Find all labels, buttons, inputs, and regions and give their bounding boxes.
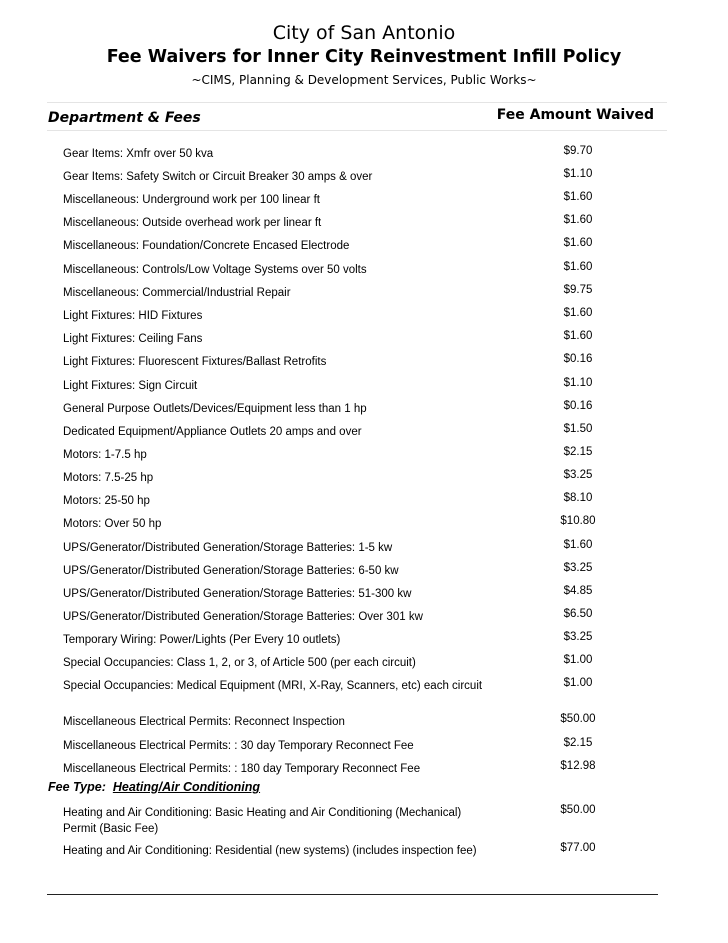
fee-description: UPS/Generator/Distributed Generation/Storage Batteries: Over 301 kw (63, 611, 423, 623)
fee-description: Motors: Over 50 hp (63, 518, 162, 530)
fee-amount: $3.25 (563, 562, 593, 574)
fee-amount: $8.10 (563, 492, 593, 504)
fee-amount: $1.60 (563, 261, 593, 273)
fee-amount: $1.00 (563, 677, 593, 689)
fee-type-label: Fee Type: (48, 780, 106, 794)
fee-amount: $3.25 (563, 469, 593, 481)
column-header-amount: Fee Amount Waived (496, 107, 654, 123)
fee-description: UPS/Generator/Distributed Generation/Storage Batteries: 1-5 kw (63, 542, 393, 554)
fee-description: Miscellaneous: Commercial/Industrial Repair (63, 287, 291, 299)
fee-description: UPS/Generator/Distributed Generation/Storage Batteries: 6-50 kw (63, 565, 399, 577)
fee-description: Heating and Air Conditioning: Residential (new systems) (includes inspection fee) (63, 845, 477, 857)
departments-line: ~CIMS, Planning & Development Services, Public Works~ (191, 73, 537, 87)
fee-description: Dedicated Equipment/Appliance Outlets 20 amps and over (63, 426, 362, 438)
fee-amount: $1.60 (563, 191, 593, 203)
fee-description: UPS/Generator/Distributed Generation/Storage Batteries: 51-300 kw (63, 588, 412, 600)
fee-amount: $1.50 (563, 423, 593, 435)
fee-amount: $0.16 (563, 400, 593, 412)
header-rule-bottom (47, 130, 667, 131)
fee-amount: $2.15 (563, 446, 593, 458)
fee-amount: $1.10 (563, 168, 593, 180)
fee-description: Light Fixtures: Sign Circuit (63, 380, 198, 392)
fee-amount: $10.80 (560, 515, 596, 527)
fee-description: Special Occupancies: Class 1, 2, or 3, of Article 500 (per each circuit) (63, 657, 416, 669)
fee-amount: $2.15 (563, 737, 593, 749)
fee-description: Miscellaneous Electrical Permits: : 180 day Temporary Reconnect Fee (63, 763, 421, 775)
fee-description: Motors: 25-50 hp (63, 495, 150, 507)
fee-description: Miscellaneous: Underground work per 100 linear ft (63, 194, 320, 206)
fee-amount: $4.85 (563, 585, 593, 597)
fee-description: Miscellaneous Electrical Permits: : 30 day Temporary Reconnect Fee (63, 740, 414, 752)
fee-amount: $1.60 (563, 539, 593, 551)
header-rule-top (47, 102, 667, 103)
fee-description: Light Fixtures: Ceiling Fans (63, 333, 203, 345)
fee-amount: $6.50 (563, 608, 593, 620)
fee-amount: $9.75 (563, 284, 593, 296)
fee-type-value: Heating/Air Conditioning (112, 780, 261, 794)
fee-description: Gear Items: Xmfr over 50 kva (63, 148, 214, 160)
fee-amount: $12.98 (560, 760, 596, 772)
fee-description: Special Occupancies: Medical Equipment (MRI, X-Ray, Scanners, etc) each circuit (63, 680, 483, 692)
page-title: City of San Antonio (272, 22, 456, 44)
fee-description: Light Fixtures: HID Fixtures (63, 310, 203, 322)
policy-title: Fee Waivers for Inner City Reinvestment Infill Policy (106, 47, 622, 67)
fee-description: Motors: 7.5-25 hp (63, 472, 154, 484)
fee-description: Heating and Air Conditioning: Basic Heating and Air Conditioning (Mechanical) Permit (Basic Fee) (63, 807, 462, 835)
fee-description: Gear Items: Safety Switch or Circuit Breaker 30 amps & over (63, 171, 373, 183)
fee-type-heading (48, 780, 260, 794)
fee-description: Miscellaneous: Foundation/Concrete Encased Electrode (63, 240, 350, 252)
footer-rule (47, 894, 658, 895)
fee-amount: $9.70 (563, 145, 593, 157)
fee-amount: $0.16 (563, 353, 593, 365)
fee-amount: $1.60 (563, 307, 593, 319)
fee-description: Miscellaneous: Controls/Low Voltage Systems over 50 volts (63, 264, 367, 276)
fee-amount: $1.60 (563, 330, 593, 342)
fee-amount: $1.60 (563, 237, 593, 249)
fee-amount: $77.00 (560, 842, 596, 854)
fee-amount: $50.00 (560, 713, 596, 725)
fee-description: Motors: 1-7.5 hp (63, 449, 147, 461)
fee-amount: $50.00 (560, 804, 596, 816)
fee-description: General Purpose Outlets/Devices/Equipment less than 1 hp (63, 403, 367, 415)
fee-description: Miscellaneous: Outside overhead work per linear ft (63, 217, 322, 229)
column-header-department: Department & Fees (48, 110, 201, 126)
fee-amount: $3.25 (563, 631, 593, 643)
fee-description: Miscellaneous Electrical Permits: Reconnect Inspection (63, 716, 345, 728)
fee-description: Temporary Wiring: Power/Lights (Per Every 10 outlets) (63, 634, 341, 646)
fee-amount: $1.10 (563, 377, 593, 389)
fee-amount: $1.60 (563, 214, 593, 226)
fee-description: Light Fixtures: Fluorescent Fixtures/Ballast Retrofits (63, 356, 327, 368)
fee-amount: $1.00 (563, 654, 593, 666)
